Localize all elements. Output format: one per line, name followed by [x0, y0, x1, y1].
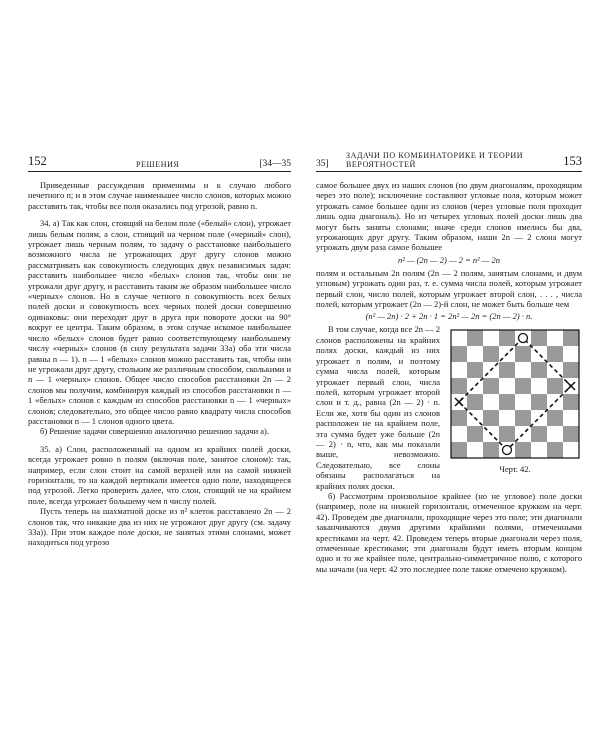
board-square	[563, 410, 579, 426]
board-square	[531, 410, 547, 426]
board-square	[483, 378, 499, 394]
left-running-header	[28, 155, 291, 172]
paragraph: Приведенные рассуждения применимы и к случаю любого нечетного n; и в этом случае наименьшее число слонов, которых можно расставить так, чтобы все поля оказались под угрозой, равно n.	[28, 180, 291, 211]
problem-34b-solution: б) Решение задачи совершенно аналогично решению задачи а).	[40, 426, 269, 437]
board-square	[563, 362, 579, 378]
board-square	[531, 346, 547, 362]
right-header-range: 35]	[316, 159, 329, 169]
board-square	[451, 330, 467, 346]
board-square	[515, 362, 531, 378]
board-square	[467, 394, 483, 410]
board-square	[467, 330, 483, 346]
board-square	[563, 346, 579, 362]
left-page-number: 152	[28, 154, 47, 168]
board-square	[467, 346, 483, 362]
chessboard-diagram	[448, 327, 582, 461]
board-square	[547, 442, 563, 458]
board-square	[531, 378, 547, 394]
board-square	[451, 378, 467, 394]
board-square	[499, 330, 515, 346]
board-square	[467, 442, 483, 458]
formula: n² — (2n — 2) — 2 = n² — 2n	[398, 254, 500, 265]
circle-mark-icon	[519, 334, 528, 343]
board-square	[531, 426, 547, 442]
paragraph: Пусть теперь на шахматной доске из n² клеток расставлено 2n — 2 слонов так, что никакие два из них не угрожают друг другу (см. задачу 33а)). При этом каждое поле доски, не занятых этими слонами, может находиться под угрозо	[28, 506, 291, 548]
board-square	[483, 410, 499, 426]
board-square	[483, 330, 499, 346]
board-square	[547, 346, 563, 362]
paragraph: В том случае, когда все 2n — 2 слонов расположены на крайних полях доски, каждый из них угрожает n полям, и поэтому сумма числа полей, которым угрожает первый слон, числа полей, которым угрожает второй слон и т. д., равна (2n — 2) · n. Если же, хотя бы один из слонов расположен не на крайнем поле, эта сумма будет уже больше (2n — 2) · n, что, как мы показали выше, невозможно. Следовательно, все слоны обязаны располагаться на крайних полях доски.	[316, 324, 440, 491]
board-square	[531, 394, 547, 410]
board-square	[515, 346, 531, 362]
board-square	[547, 410, 563, 426]
board-square	[515, 442, 531, 458]
right-running-header	[316, 151, 582, 172]
board-square	[499, 426, 515, 442]
board-square	[499, 394, 515, 410]
paragraph: б) Рассмотрим произвольное крайнее (но не угловое) поле доски (например, поле на нижней горизонтали, отмеченное кружком на черт. 42). Проведем две диагонали, проходящие через это поле; эти диагонали заканчиваются двумя другими крайними полями, отмеченными крестиками на черт. 42. Проведем теперь вторые диагонали через поля, отмеченные крестиками; эти диагонали будут иметь вторым концом одно и то же крайнее поле, центрально-симметричное полю, с которого мы начали (на черт. 42 это последнее поле также отмечено кружком).	[316, 490, 582, 574]
board-square	[483, 394, 499, 410]
board-square	[531, 330, 547, 346]
board-square	[547, 426, 563, 442]
left-page	[28, 155, 291, 548]
figure-caption: Черт. 42.	[499, 464, 531, 475]
board-square	[451, 426, 467, 442]
board-square	[499, 362, 515, 378]
board-square	[563, 330, 579, 346]
paragraph: полям и остальным 2n полям (2n — 2 полям, занятым слонами, и двум угловым) угрожать один раз, т. е. сумма числа полей, которым угрожает первый слон, число полей, которым угрожает второй слон, . . . , числа полей, которым угрожает (2n — 2)-й слон, не может быть больше чем	[316, 267, 582, 310]
board-square	[451, 362, 467, 378]
board-square	[515, 394, 531, 410]
board-square	[483, 442, 499, 458]
board-square	[499, 410, 515, 426]
board-square	[515, 410, 531, 426]
right-header-title: ЗАДАЧИ ПО КОМБИНАТОРИКЕ И ТЕОРИИ ВЕРОЯТНОСТЕЙ	[346, 151, 524, 169]
board-square	[563, 442, 579, 458]
board-square	[499, 378, 515, 394]
board-square	[515, 378, 531, 394]
problem-35-solution: 35. а) Слон, расположенный на одном из крайних полей доски, всегда угрожает ровно n полям (включая поле, занятое слоном): так, например, если слон стоит на самой верхней или на самой нижней горизонтали, то на каждой вертикали имеется одно поле, находящееся под угрозой. Легко проверить далее, что слон, стоящий не на крайнем поле, всегда угрожает большему чем n числу полей.	[28, 443, 291, 506]
board-square	[547, 330, 563, 346]
right-page-number: 153	[563, 154, 582, 168]
board-square	[531, 362, 547, 378]
board-square	[467, 362, 483, 378]
board-square	[547, 378, 563, 394]
formula: (n² — 2n) · 2 + 2n · 1 = 2n² — 2n = (2n — 2) · n.	[365, 311, 533, 322]
board-square	[451, 346, 467, 362]
paragraph: самое большее двух из наших слонов (по двум диагоналям, проходящим через это поле); исключение составляют угловые поля, которым может угрожать самое большее один из слонов (через угловые поля проходит лишь одна диагональ). Но из четырех угловых полей доски лишь два могут быть заняты слонами; иначе среди слонов имелись бы два, угрожающих друг другу. Таким образом, наши 2n — 2 слона могут угрожать двум раза самое большее	[316, 180, 582, 253]
circle-mark-icon	[503, 446, 512, 455]
problem-34-solution: 34. а) Так как слон, стоящий на белом поле («белый» слон), угрожает лишь белым полям, а слон, стоящий на черном поле («черный» слон), угрожает лишь черным полям, то задачу о расстановке наибольшего возможного числа не угрожающих друг другу слонов можно рассматривать как совокупность следующих двух независимых задач: расставить наибольшее число «белых» слонов так, чтобы они не угрожали друг другу, и расставить таким же образом наибольшее число «черных» слонов. Но в случае четного n совокупность всех белых полей доски и совокупность всех черных полей доски совершенно одинаковы: они переходят друг в друга при повороте доски на 90° вокруг ее центра. Таким образом, в этом случае искомое наибольшее число «белых» слонов будет равно соответствующему наибольшему числу «черных» слонов (в силу результата задачи 33а) оба эти числа равны n — 1). n — 1 «белых» слонов можно расставить так, чтобы они не угрожали друг другу, стольким же различным способом, сколькими и n — 1 «черных» слонов. Общее число способов расстановки 2n — 2 слонов мы получим, комбинируя каждый из способов расстановки n — 1 «белых» слонов с каждым из способов расстановки n — 1 «черных» слонов; следовательно, это общее число равно квадрату числа способов расстановки n — 1 слонов одного цвета.	[28, 218, 291, 426]
board-square	[531, 442, 547, 458]
board-square	[563, 426, 579, 442]
left-header-title: РЕШЕНИЯ	[136, 160, 180, 169]
figure-42	[448, 327, 582, 474]
board-square	[483, 346, 499, 362]
board-square	[451, 410, 467, 426]
board-square	[467, 426, 483, 442]
left-header-range: [34—35	[259, 159, 291, 169]
board-square	[563, 394, 579, 410]
right-page	[316, 151, 582, 574]
board-square	[451, 442, 467, 458]
